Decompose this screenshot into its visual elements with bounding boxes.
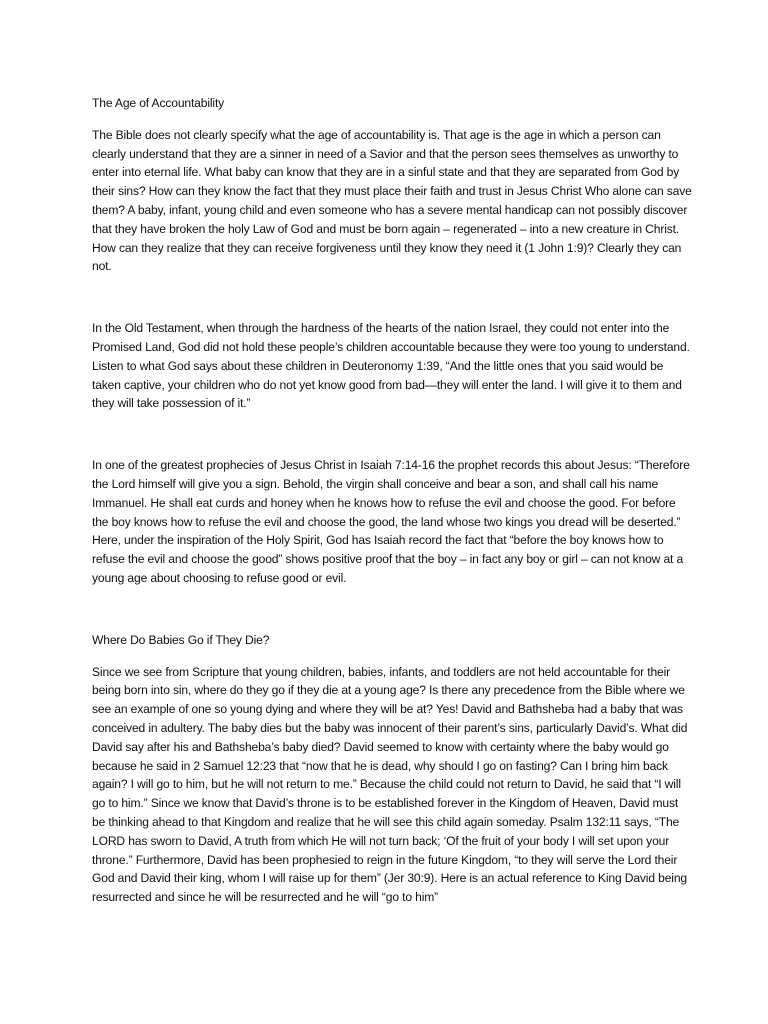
paragraph-isaiah-prophecy: In one of the greatest prophecies of Jesus Christ in Isaiah 7:14-16 the prophet records this about Jesus: “Therefore the Lord himself will give you a sign. Behold, the virgin shall conceive and bear a son, and shall call his name Immanuel. He shall eat curds and honey when he knows how to refuse the evil and choose the good. For before the boy knows how to refuse the evil and choose the good, the land whose two kings you dread will be deserted.” Here, under the inspiration of the Holy Spirit, God has Isaiah record the fact that “before the boy knows how to refuse the evil and choose the good” shows positive proof that the boy – in fact any boy or girl – can not know at a young age about choosing to refuse good or evil. — [92, 458, 690, 585]
paragraph-spacer — [92, 426, 692, 456]
paragraph-spacer — [92, 289, 692, 319]
document-title: The Age of Accountability — [92, 96, 225, 110]
paragraph-spacer — [92, 601, 692, 631]
paragraph-old-testament: In the Old Testament, when through the hardness of the hearts of the nation Israel, they could not enter into the Promised Land, God did not hold these people’s children accountable because they were too young to understand. Listen to what God says about these children in Deuteronomy 1:39, “And the little ones that you said would be taken captive, your children who do not yet know good from bad—they will enter the land. I will give it to them and they will take possession of it.” — [92, 321, 690, 411]
section-heading-babies: Where Do Babies Go if They Die? — [92, 632, 270, 647]
paragraph-accountability: The Bible does not clearly specify what the age of accountability is. That age is the age in which a person can clearly understand that they are a sinner in need of a Savior and that the person sees themselves as unworthy to enter into eternal life. What baby can know that they are in a sinful state and that they are separated from God by their sins? How can they know the fact that they must place their faith and trust in Jesus Christ Who alone can save them? A baby, infant, young child and even someone who has a severe mental handicap can not possibly discover that they have broken the holy Law of God and must be born again – regenerated – into a new creature in Christ. How can they realize that they can receive forgiveness until they know they need it (1 John 1:9)? Clearly they can not. — [92, 127, 692, 274]
paragraph-where-babies-go: Since we see from Scripture that young children, babies, infants, and toddlers are not held accountable for their being born into sin, where do they go if they die at a young age? Is there any precedence from the Bible where we see an example of one so young dying and where they will be at? Yes! David and Bathsheba had a baby that was conceived in adultery. The baby dies but the baby was innocent of their parent’s sins, particularly David’s. What did David say after his and Bathsheba’s baby died? David seemed to know with certainty where the baby would go because he said in 2 Samuel 12:23 that “now that he is dead, why should I go on fasting? Can I bring him back again? I will go to him, but he will not return to me.” Because the child could not return to David, he said that “I will go to him.” Since we know that David’s throne is to be established forever in the Kingdom of Heaven, David must be thinking ahead to that Kingdom and realize that he will see this child again someday. Psalm 132:11 says, “The LORD has sworn to David, A truth from which He will not turn back; ‘Of the fruit of your body I will set upon your throne.” Furthermore, David has been prophesied to reign in the future Kingdom, “to they will serve the Lord their God and David their king, whom I will raise up for them” (Jer 30:9). Here is an actual reference to King David being resurrected and since he will be resurrected and he will “go to him” — [92, 664, 688, 905]
document-page — [92, 94, 692, 920]
